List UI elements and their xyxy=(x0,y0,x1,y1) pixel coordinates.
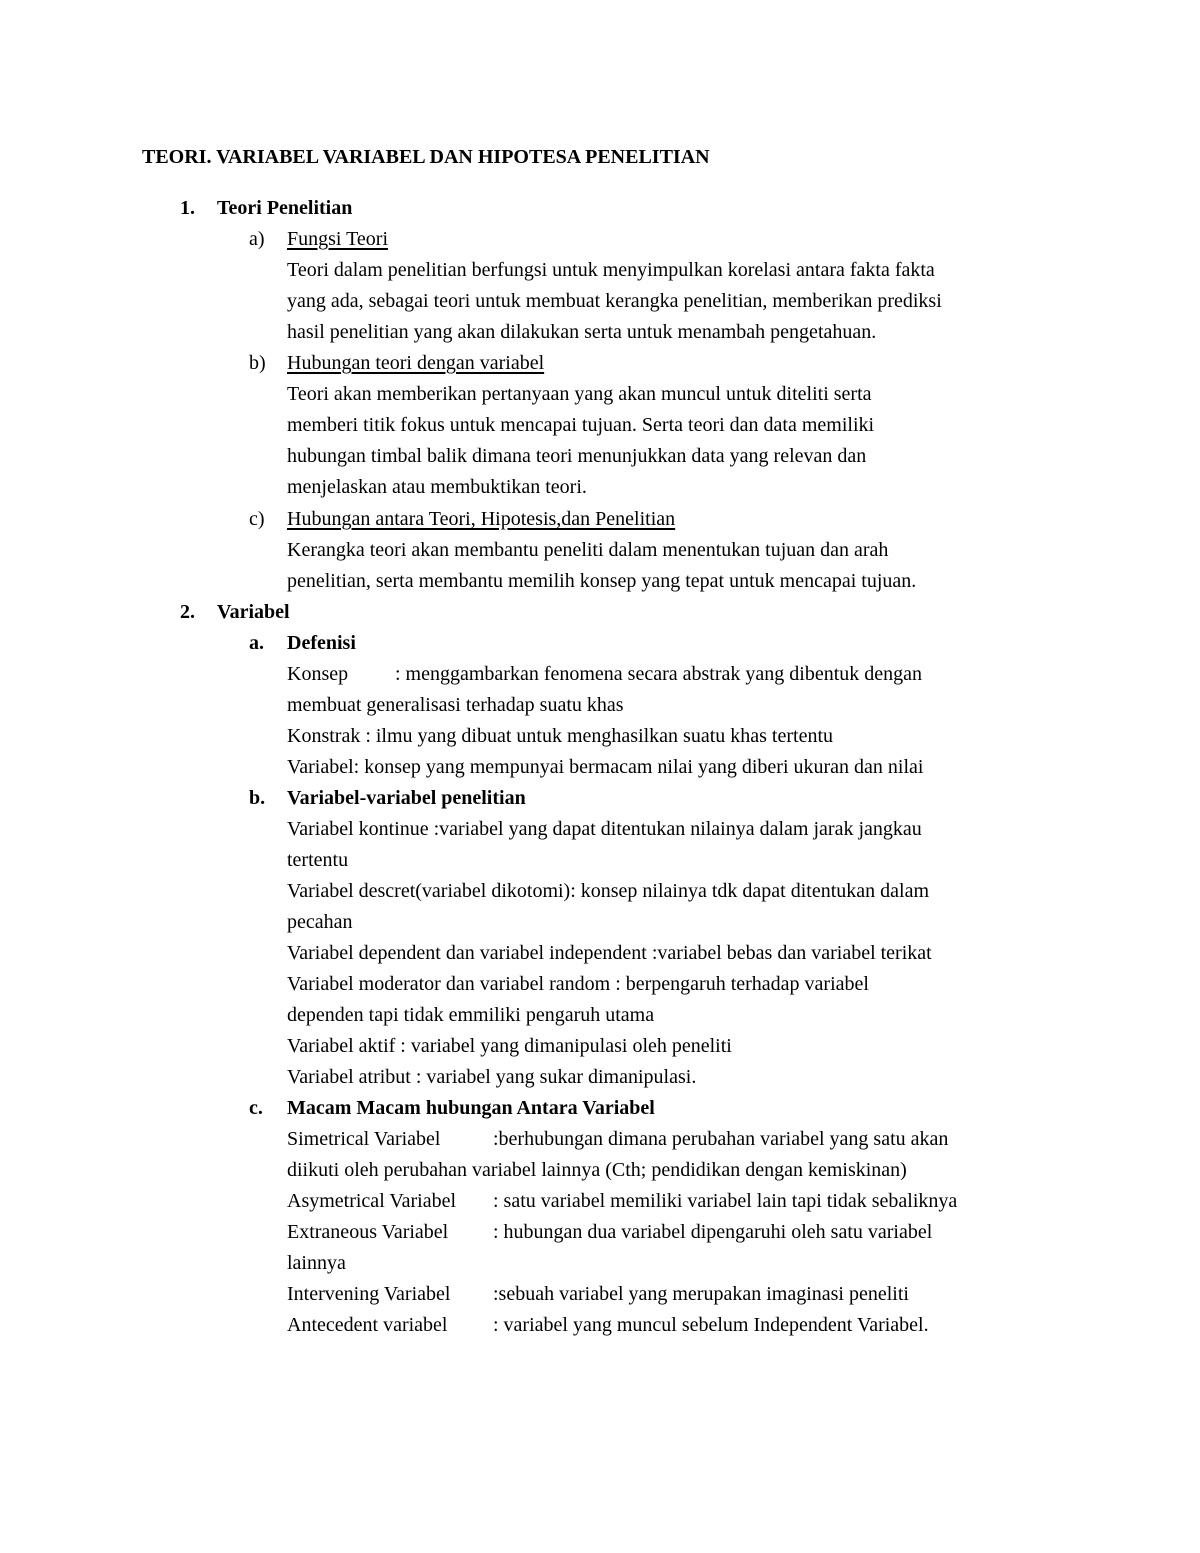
paragraph-line: penelitian, serta membantu memilih konsep yang tepat untuk mencapai tujuan. xyxy=(287,570,917,592)
definition-term: Antecedent variabel xyxy=(287,1314,448,1336)
definition-text: :berhubungan dimana perubahan variabel yang satu akan xyxy=(493,1128,949,1150)
paragraph-line: hasil penelitian yang akan dilakukan serta untuk menambah pengetahuan. xyxy=(287,321,877,343)
subsection-marker: a) xyxy=(249,228,265,250)
paragraph-line: pecahan xyxy=(287,911,353,933)
subsection-heading: Hubungan teori dengan variabel xyxy=(287,352,545,374)
paragraph-line: Konstrak : ilmu yang dibuat untuk menghasilkan suatu khas tertentu xyxy=(287,725,834,747)
definition-term: Konsep xyxy=(287,663,349,685)
subsection-heading: Fungsi Teori xyxy=(287,228,389,250)
subsection-marker: c) xyxy=(249,508,265,530)
paragraph-line: dependen tapi tidak emmiliki pengaruh utama xyxy=(287,1004,655,1026)
subsection-heading: Hubungan antara Teori, Hipotesis,dan Penelitian xyxy=(287,508,676,530)
subsection-heading: Variabel-variabel penelitian xyxy=(287,787,526,809)
paragraph-line: Variabel dependent dan variabel independent :variabel bebas dan variabel terikat xyxy=(287,942,932,964)
definition-row xyxy=(287,1249,346,1277)
subsection-marker: c. xyxy=(249,1097,263,1119)
subsection-marker: b. xyxy=(249,787,266,809)
section-number: 1. xyxy=(180,197,195,219)
definition-term: Simetrical Variabel xyxy=(287,1128,441,1150)
definition-text: lainnya xyxy=(287,1252,346,1274)
section-heading: Variabel xyxy=(217,601,290,623)
definition-text: : variabel yang muncul sebelum Independent Variabel. xyxy=(493,1314,929,1336)
definition-term: Extraneous Variabel xyxy=(287,1221,449,1243)
paragraph-line: memberi titik fokus untuk mencapai tujuan. Serta teori dan data memiliki xyxy=(287,414,875,436)
subsection-heading: Macam Macam hubungan Antara Variabel xyxy=(287,1097,655,1119)
paragraph-line: Variabel atribut : variabel yang sukar dimanipulasi. xyxy=(287,1066,697,1088)
subsection-marker: b) xyxy=(249,352,266,374)
paragraph-line: Variabel kontinue :variabel yang dapat ditentukan nilainya dalam jarak jangkau xyxy=(287,818,922,840)
paragraph-line: Kerangka teori akan membantu peneliti dalam menentukan tujuan dan arah xyxy=(287,539,889,561)
section-heading: Teori Penelitian xyxy=(217,197,353,219)
definition-line xyxy=(287,660,922,688)
subsection-marker: a. xyxy=(249,632,264,654)
document-title: TEORI. VARIABEL VARIABEL DAN HIPOTESA PENELITIAN xyxy=(142,146,710,168)
section-number: 2. xyxy=(180,601,195,623)
definition-text: : hubungan dua variabel dipengaruhi oleh satu variabel xyxy=(493,1221,933,1243)
definition-row xyxy=(287,1187,957,1215)
definition-row xyxy=(287,1218,932,1246)
paragraph-line: Variabel descret(variabel dikotomi): konsep nilainya tdk dapat ditentukan dalam xyxy=(287,880,930,902)
paragraph-line: tertentu xyxy=(287,849,349,871)
paragraph-line: membuat generalisasi terhadap suatu khas xyxy=(287,694,624,716)
paragraph-line: Variabel moderator dan variabel random : berpengaruh terhadap variabel xyxy=(287,973,869,995)
paragraph-line: Teori akan memberikan pertanyaan yang akan muncul untuk diteliti serta xyxy=(287,383,872,405)
definition-text: : satu variabel memiliki variabel lain tapi tidak sebaliknya xyxy=(493,1190,958,1212)
definition-row xyxy=(287,1311,929,1339)
definition-text: diikuti oleh perubahan variabel lainnya (Cth; pendidikan dengan kemiskinan) xyxy=(287,1159,907,1181)
subsection-heading: Defenisi xyxy=(287,632,356,654)
paragraph-line: yang ada, sebagai teori untuk membuat kerangka penelitian, memberikan prediksi xyxy=(287,290,942,312)
paragraph-line: hubungan timbal balik dimana teori menunjukkan data yang relevan dan xyxy=(287,445,867,467)
definition-text: : menggambarkan fenomena secara abstrak yang dibentuk dengan xyxy=(395,663,923,685)
paragraph-line: Variabel aktif : variabel yang dimanipulasi oleh peneliti xyxy=(287,1035,732,1057)
definition-term: Intervening Variabel xyxy=(287,1283,451,1305)
paragraph-line: Teori dalam penelitian berfungsi untuk menyimpulkan korelasi antara fakta fakta xyxy=(287,259,935,281)
definition-row xyxy=(287,1125,948,1153)
paragraph-line: Variabel: konsep yang mempunyai bermacam nilai yang diberi ukuran dan nilai xyxy=(287,756,924,778)
definition-row xyxy=(287,1156,907,1184)
definition-row xyxy=(287,1280,909,1308)
paragraph-line: menjelaskan atau membuktikan teori. xyxy=(287,476,587,498)
definition-term: Asymetrical Variabel xyxy=(287,1190,457,1212)
definition-text: :sebuah variabel yang merupakan imaginasi peneliti xyxy=(493,1283,909,1305)
